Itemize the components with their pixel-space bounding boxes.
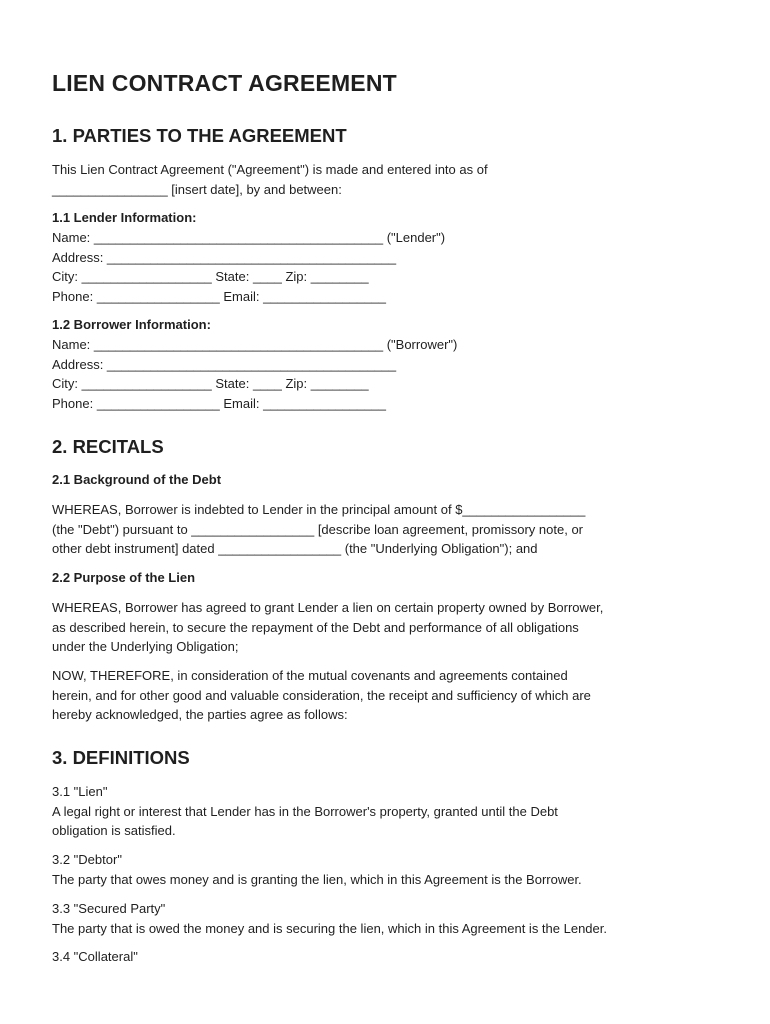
borrower-name-line: Name: ________________________________________ ("Borrower") <box>52 337 458 352</box>
paragraph-line: (the "Debt") pursuant to _________________ [describe loan agreement, promissory note, or <box>52 521 584 537</box>
background-heading: 2.1 Background of the Debt <box>52 472 222 487</box>
definition-secured-party <box>52 899 607 938</box>
paragraph-line: NOW, THEREFORE, in consideration of the mutual covenants and agreements contained <box>52 668 568 683</box>
paragraph-line: other debt instrument] dated _________________ (the "Underlying Obligation"); and <box>52 541 538 557</box>
paragraph-line: under the Underlying Obligation; <box>52 639 239 655</box>
section-3-heading: 3. DEFINITIONS <box>52 747 190 768</box>
definition-term: 3.2 "Debtor" <box>52 852 122 867</box>
definition-lien <box>52 782 558 841</box>
lender-name-line: Name: ________________________________________ ("Lender") <box>52 230 446 245</box>
definition-text: The party that is owed the money and is securing the lien, which in this Agreement is the Lender. <box>52 920 607 936</box>
section-1-heading: 1. PARTIES TO THE AGREEMENT <box>52 125 347 146</box>
lender-city-line: City: __________________ State: ____ Zip: ________ <box>52 269 369 285</box>
document-title: LIEN CONTRACT AGREEMENT <box>52 70 397 96</box>
definition-term: 3.3 "Secured Party" <box>52 901 166 916</box>
section-2-heading: 2. RECITALS <box>52 436 164 457</box>
paragraph-line: as described herein, to secure the repayment of the Debt and performance of all obligations <box>52 619 579 635</box>
background-paragraph <box>52 500 585 559</box>
definition-debtor <box>52 850 582 889</box>
purpose-paragraph <box>52 598 603 657</box>
definition-text: The party that owes money and is granting the lien, which in this Agreement is the Borrower. <box>52 871 582 887</box>
definition-collateral <box>52 947 138 967</box>
purpose-heading: 2.2 Purpose of the Lien <box>52 570 196 585</box>
definition-term: 3.4 "Collateral" <box>52 949 138 964</box>
borrower-info-heading: 1.2 Borrower Information: <box>52 317 211 332</box>
paragraph-line: herein, and for other good and valuable consideration, the receipt and sufficiency of which are <box>52 687 591 703</box>
paragraph-line: WHEREAS, Borrower has agreed to grant Lender a lien on certain property owned by Borrower, <box>52 600 604 615</box>
lender-info-heading: 1.1 Lender Information: <box>52 210 197 225</box>
definition-term: 3.1 "Lien" <box>52 784 108 799</box>
borrower-address-line: Address: ________________________________________ <box>52 356 397 372</box>
intro-line: This Lien Contract Agreement ("Agreement") is made and entered into as of <box>52 162 488 177</box>
lender-address-line: Address: ________________________________________ <box>52 249 397 265</box>
paragraph-line: hereby acknowledged, the parties agree as follows: <box>52 707 348 723</box>
paragraph-line: WHEREAS, Borrower is indebted to Lender in the principal amount of $_________________ <box>52 502 586 517</box>
definition-text: obligation is satisfied. <box>52 823 176 839</box>
intro-line: ________________ [insert date], by and between: <box>52 181 342 197</box>
borrower-city-line: City: __________________ State: ____ Zip: ________ <box>52 376 369 392</box>
borrower-phone-line: Phone: _________________ Email: _________________ <box>52 395 386 411</box>
definition-text: A legal right or interest that Lender has in the Borrower's property, granted until the Debt <box>52 803 558 819</box>
lender-phone-line: Phone: _________________ Email: _________________ <box>52 288 386 304</box>
section-1-intro <box>52 160 488 199</box>
borrower-info-fields <box>52 335 457 413</box>
lender-info-fields <box>52 228 445 306</box>
now-therefore-paragraph <box>52 666 591 725</box>
